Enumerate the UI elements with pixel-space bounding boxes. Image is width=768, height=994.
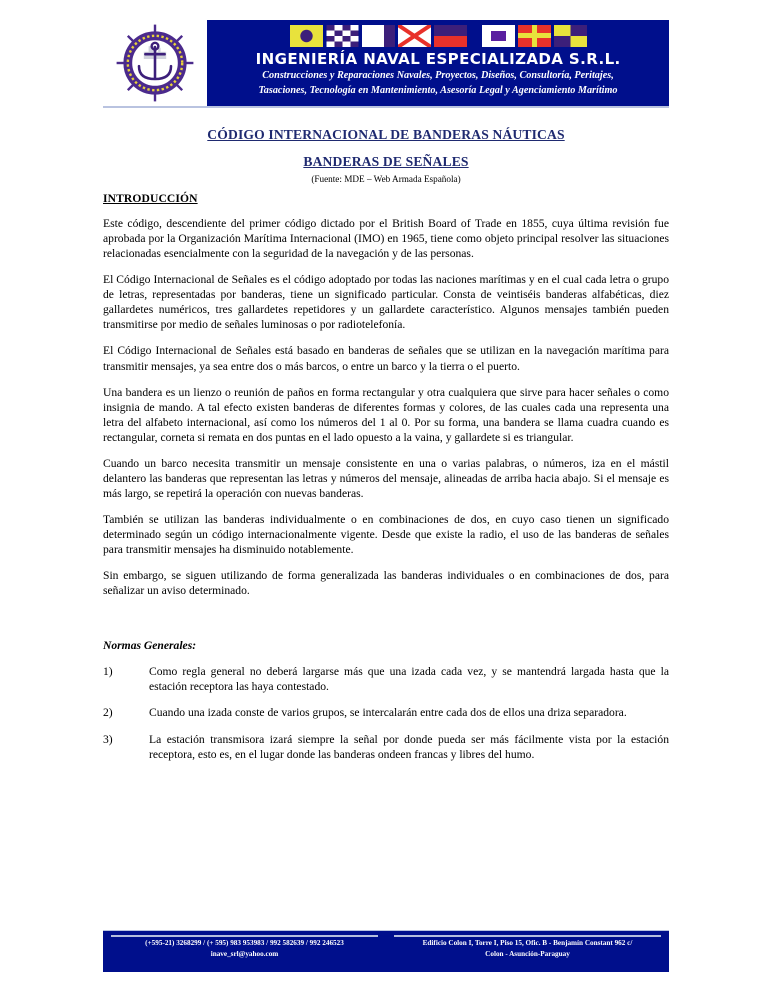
footer-email[interactable]: inave_srl@yahoo.com xyxy=(210,950,279,959)
paragraph: También se utilizan las banderas individualmente o en combinaciones de dos, en cuyo caso tienen un significado determinado según un código internacionalmente vigente. Desde que existe la radio, el uso de las banderas de señales para transmitir mensajes ha disminuido notablemente. xyxy=(103,513,669,557)
document-title-block xyxy=(103,126,669,184)
paragraph: Este código, descendiente del primer código dictado por el British Board of Trade en 1855, cuya última revisión fue aprobada por la Organización Marítima Internacional (IMO) en 1965, tiene como objeto principal resolver las situaciones relacionadas esencialmente con la seguridad de la navegación y de las personas. xyxy=(103,217,669,261)
footer-address-line-1: Edificio Colon I, Torre I, Piso 15, Ofic. B - Benjamín Constant 962 c/ xyxy=(422,939,633,947)
page-subtitle: BANDERAS DE SEÑALES xyxy=(303,154,469,169)
list-item-text: Cuando una izada conste de varios grupos, se intercalarán entre cada dos de ellos una driza separadora. xyxy=(149,706,627,720)
list-item-number: 2) xyxy=(103,706,113,720)
paragraph: Cuando un barco necesita transmitir un mensaje consistente en una o varias palabras, o números, iza en el mástil delantero las banderas que representan las letras y números del mensaje, alineadas de arriba hacia abajo. Si el mensaje es más largo, se repetirá la operación con nuevas banderas. xyxy=(103,456,669,500)
signal-flag-l xyxy=(554,25,587,47)
paragraph: El Código Internacional de Señales es el código adoptado por todas las naciones marítimas y en el cual cada letra o grupo de letras, representadas por banderas, tiene un significado particular. Consta de veintiséis banderas alfabéticas, diez gallardetes numéricos, tres gallardetes repetidores y un gallardete característico. Algunos mensajes también pueden transmitirse por medio de señales luminosas o por radiotelefonía. xyxy=(103,273,669,332)
footer-banner xyxy=(103,930,669,972)
header-text-block xyxy=(207,20,669,106)
list-item xyxy=(103,664,669,694)
signal-flag-s xyxy=(482,25,515,47)
flag-strip-spacer xyxy=(470,25,479,47)
header-banner xyxy=(103,20,669,108)
paragraph: Una bandera es un lienzo o reunión de paños en forma rectangular y otra cualquiera que sirve para hacer señales o como insignia de mando. A tal efecto existen banderas de diferentes formas y colores, de las cuales cada una representa una letra del alfabeto internacional, así como los números del 1 al 0. Por su forma, una bandera se llama cuadra cuando es rectangular, corneta si remata en dos puntas en el lado opuesto a la vaina, y gallardete si es triangular. xyxy=(103,385,669,444)
rules-heading: Normas Generales: xyxy=(103,639,197,653)
list-item-number: 1) xyxy=(103,665,113,679)
company-logo xyxy=(103,20,207,106)
list-item-text: La estación transmisora izará siempre la señal por donde pueda ser más fácilmente vista por la estación receptora, esto es, en el lugar donde las banderas ondeen francas y libres del humo. xyxy=(149,732,669,761)
signal-flag-n xyxy=(326,25,359,47)
section-heading-introduccion: INTRODUCCIÓN xyxy=(103,192,198,205)
list-item-text: Como regla general no deberá largarse más que una izada cada vez, y se mantendrá largada hasta que la estación receptora las haya contestado. xyxy=(149,665,669,694)
paragraph: El Código Internacional de Señales está basado en banderas de señales que se utilizan en la navegación marítima para transmitir mensajes, ya sea entre dos o más barcos, o entre un barco y la tierra o el puerto. xyxy=(103,344,669,373)
source-note: (Fuente: MDE – Web Armada Española) xyxy=(311,174,461,184)
footer-address-block xyxy=(386,935,669,972)
signal-flag-e xyxy=(434,25,467,47)
list-item-number: 3) xyxy=(103,732,113,746)
signal-flag-i xyxy=(290,25,323,47)
footer-contact-block xyxy=(103,935,386,972)
signal-flag-u xyxy=(518,25,551,47)
document-body xyxy=(103,192,669,773)
paragraph: Sin embargo, se siguen utilizando de forma generalizada las banderas individuales o en combinaciones de dos, para señalizar un aviso determinado. xyxy=(103,569,669,598)
company-tagline-line-1: Construcciones y Reparaciones Navales, Proyectos, Diseños, Consultoría, Peritajes, xyxy=(262,69,614,81)
ships-wheel-anchor-icon xyxy=(115,23,195,103)
footer-address-line-2: Colon - Asunción-Paraguay xyxy=(485,950,570,959)
signal-flag-v xyxy=(398,25,431,47)
rules-list xyxy=(103,664,669,761)
list-item xyxy=(103,705,669,720)
company-tagline-line-2: Tasaciones, Tecnología en Mantenimiento, Asesoría Legal y Agenciamiento Marítimo xyxy=(258,85,618,97)
footer-phone-numbers: (+595-21) 3268299 / (+ 595) 983 953983 / 992 582639 / 992 246523 xyxy=(145,939,344,947)
company-name: INGENIERÍA NAVAL ESPECIALIZADA S.R.L. xyxy=(255,50,621,68)
list-item xyxy=(103,732,669,762)
page-title: CÓDIGO INTERNACIONAL DE BANDERAS NÁUTICAS xyxy=(207,127,565,142)
signal-flag-p xyxy=(362,25,395,47)
signal-flag-strip xyxy=(290,24,587,48)
